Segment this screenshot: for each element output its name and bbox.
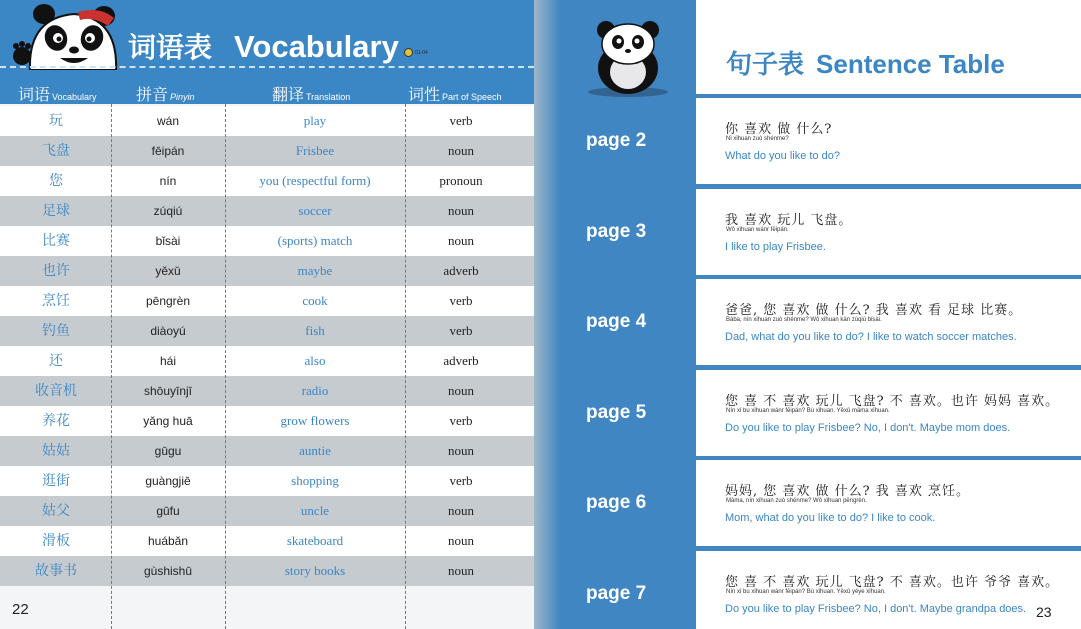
vocab-pinyin: hái: [159, 354, 176, 368]
vocab-part-of-speech: verb: [449, 323, 473, 338]
vocab-translation: Frisbee: [295, 143, 335, 158]
vocab-word: 也许: [42, 263, 70, 279]
vocab-word: 故事书: [35, 563, 77, 579]
vocab-pinyin: pēngrèn: [145, 294, 191, 308]
vocab-pinyin: shōuyīnjī: [143, 384, 193, 398]
vocab-translation: play: [303, 113, 327, 128]
vocab-word: 养花: [42, 413, 70, 429]
page-label: page 6: [586, 492, 647, 514]
audio-track-icon: [404, 48, 413, 57]
vocab-translation: shopping: [291, 473, 339, 488]
table-row: [0, 106, 534, 136]
vocab-header: [0, 0, 534, 104]
vocab-word: 飞盘: [42, 143, 70, 159]
vocab-word: 您: [49, 173, 63, 189]
vocab-part-of-speech: noun: [448, 143, 474, 158]
vocab-pinyin: gūfu: [156, 504, 180, 518]
sentence-card: [696, 551, 1081, 629]
vocab-translation: soccer: [298, 203, 332, 218]
page-label: page 3: [586, 220, 647, 242]
column-divider: [111, 104, 112, 629]
sentence-chinese: 您 喜 不 喜欢 玩儿 飞盘? 不 喜欢。也许 爷爷 喜欢。: [725, 575, 1060, 590]
table-row: [0, 196, 534, 226]
vocab-part-of-speech: adverb: [443, 263, 479, 278]
vocab-pinyin: diàoyú: [150, 324, 186, 338]
column-header-vocabulary: 词语 Vocabulary: [18, 85, 97, 104]
sentence-english: I like to play Frisbee.: [725, 240, 826, 253]
column-divider: [405, 104, 406, 629]
audio-track-code: 01-04: [415, 49, 428, 56]
sentence-chinese: 我 喜欢 玩儿 飞盘。: [725, 212, 853, 228]
table-row: [0, 166, 534, 196]
vocab-part-of-speech: noun: [448, 383, 474, 398]
sentence-chinese: 妈妈, 您 喜欢 做 什么? 我 喜欢 烹饪。: [725, 484, 971, 500]
right-page-sentences: [534, 0, 1081, 629]
vocab-word: 钓鱼: [42, 323, 70, 339]
vocab-pinyin: gūgu: [154, 444, 182, 458]
column-divider: [225, 104, 226, 629]
column-header-pinyin: 拼音 Pinyin: [136, 85, 195, 104]
sentence-pinyin: Māma, nín xǐhuan zuò shénme? Wǒ xǐhuan pēngrèn.: [726, 498, 867, 505]
vocab-translation: you (respectful form): [259, 173, 371, 188]
column-header-part-of-speech: 词性 Part of Speech: [408, 85, 502, 104]
column-header-translation: 翻译 Translation: [272, 85, 351, 104]
vocab-word: 姑姑: [42, 443, 70, 459]
book-spine: [534, 0, 560, 629]
sentence-english: Mom, what do you like to do? I like to cook.: [725, 512, 936, 525]
sentence-title-zh: 句子表: [726, 50, 805, 80]
vocab-part-of-speech: adverb: [443, 353, 479, 368]
vocab-translation: radio: [301, 383, 329, 398]
sentence-card: [696, 460, 1081, 546]
vocab-table: [0, 106, 534, 586]
vocab-word: 比赛: [42, 233, 70, 249]
vocab-part-of-speech: noun: [448, 563, 474, 578]
sentence-chinese: 你 喜欢 做 什么?: [725, 122, 833, 137]
vocab-pinyin: gùshishū: [143, 564, 193, 578]
vocab-title: [128, 26, 399, 66]
table-row: [0, 316, 534, 346]
vocab-translation: also: [304, 353, 326, 368]
sentence-english: Dad, what do you like to do? I like to watch soccer matches.: [725, 331, 1017, 344]
vocab-translation: story books: [284, 563, 346, 578]
vocab-translation: uncle: [300, 503, 330, 518]
table-row: [0, 556, 534, 586]
vocab-title-en: Vocabulary: [234, 29, 399, 64]
table-row: [0, 346, 534, 376]
sentence-pinyin: Nín xǐ bu xǐhuan wánr fēipán? Bù xǐhuan. Yěxǔ māma xǐhuan.: [726, 407, 890, 414]
vocab-translation: fish: [305, 323, 325, 338]
sentence-card: [696, 189, 1081, 275]
table-row: [0, 256, 534, 286]
vocab-word: 姑父: [42, 503, 70, 519]
vocab-word: 足球: [42, 203, 70, 219]
vocab-part-of-speech: noun: [448, 443, 474, 458]
vocab-part-of-speech: verb: [449, 293, 473, 308]
sentence-pinyin: Bàba, nín xǐhuan zuò shénme? Wǒ xǐhuan kàn zúqiú bǐsài.: [726, 317, 882, 324]
sentence-card: [696, 279, 1081, 365]
vocab-part-of-speech: verb: [449, 113, 473, 128]
sentence-pinyin: Wǒ xǐhuan wánr fēipán.: [726, 226, 789, 233]
vocab-translation: grow flowers: [280, 413, 350, 428]
header-dashed-divider: [0, 66, 534, 68]
sentence-card: [696, 98, 1081, 184]
vocab-pinyin: nín: [159, 174, 177, 188]
sentence-english: Do you like to play Frisbee? No, I don't. Maybe mom does.: [725, 421, 1011, 434]
vocab-translation: cook: [302, 293, 328, 308]
vocab-part-of-speech: verb: [449, 413, 473, 428]
vocab-part-of-speech: noun: [448, 203, 474, 218]
vocab-word: 收音机: [35, 383, 77, 399]
vocab-pinyin: yěxǔ: [155, 264, 181, 278]
vocab-part-of-speech: verb: [449, 473, 473, 488]
table-row: [0, 286, 534, 316]
sentence-title: [726, 44, 1005, 81]
sentence-chinese: 爸爸, 您 喜欢 做 什么? 我 喜欢 看 足球 比赛。: [725, 303, 1023, 319]
vocab-part-of-speech: noun: [448, 503, 474, 518]
page-label: page 4: [586, 311, 647, 333]
vocab-translation: skateboard: [286, 533, 344, 548]
vocab-pinyin: wán: [156, 114, 179, 128]
vocab-word: 滑板: [42, 533, 70, 549]
vocab-word: 玩: [49, 113, 63, 129]
page-number-right: 23: [1036, 604, 1052, 620]
table-row: [0, 376, 534, 406]
audio-badge: [404, 48, 428, 57]
sentence-english: What do you like to do?: [725, 150, 840, 162]
table-row: [0, 466, 534, 496]
table-row: [0, 436, 534, 466]
vocab-word: 还: [49, 353, 63, 369]
page-label: page 7: [586, 583, 647, 604]
sentence-english: Do you like to play Frisbee? No, I don't. Maybe grandpa does.: [725, 603, 1027, 615]
sentence-chinese: 您 喜 不 喜欢 玩儿 飞盘? 不 喜欢。也许 妈妈 喜欢。: [725, 393, 1060, 409]
table-row: [0, 526, 534, 556]
vocab-pinyin: yǎng huā: [143, 414, 193, 428]
vocab-word: 逛街: [42, 473, 70, 489]
vocab-translation: auntie: [299, 443, 331, 458]
vocab-pinyin: guàngjiē: [145, 474, 191, 488]
vocab-pinyin: zúqiú: [153, 204, 183, 218]
panda-mascot-icon: [8, 4, 124, 70]
sentence-pinyin: Nǐ xǐhuan zuò shénme?: [726, 136, 789, 142]
vocab-title-zh: 词语表: [128, 31, 213, 64]
panda-sitting-icon: [584, 18, 672, 98]
vocab-translation: (sports) match: [277, 233, 353, 248]
page-label: page 5: [586, 401, 647, 423]
table-row: [0, 406, 534, 436]
left-page-vocabulary: [0, 0, 534, 629]
table-row: [0, 496, 534, 526]
table-row: [0, 226, 534, 256]
vocab-part-of-speech: noun: [448, 533, 474, 548]
sentence-pinyin: Nín xǐ bu xǐhuan wánr fēipán? Bù xǐhuan. Yěxǔ yéye xǐhuan.: [726, 589, 886, 595]
table-row: [0, 136, 534, 166]
vocab-pinyin: bǐsài: [155, 234, 181, 248]
sentence-card: [696, 370, 1081, 456]
vocab-word: 烹饪: [42, 293, 70, 309]
vocab-part-of-speech: pronoun: [439, 173, 483, 188]
sentence-title-box: [696, 0, 1081, 94]
vocab-part-of-speech: noun: [448, 233, 474, 248]
sentence-title-en: Sentence Table: [816, 49, 1005, 79]
vocab-pinyin: fēipán: [151, 144, 185, 158]
page-label: page 2: [586, 130, 647, 151]
sentence-panel: [696, 0, 1081, 629]
vocab-column-headers: [0, 78, 534, 104]
vocab-pinyin: huábǎn: [147, 534, 189, 548]
page-number-left: 22: [12, 601, 29, 618]
vocab-translation: maybe: [297, 263, 333, 278]
